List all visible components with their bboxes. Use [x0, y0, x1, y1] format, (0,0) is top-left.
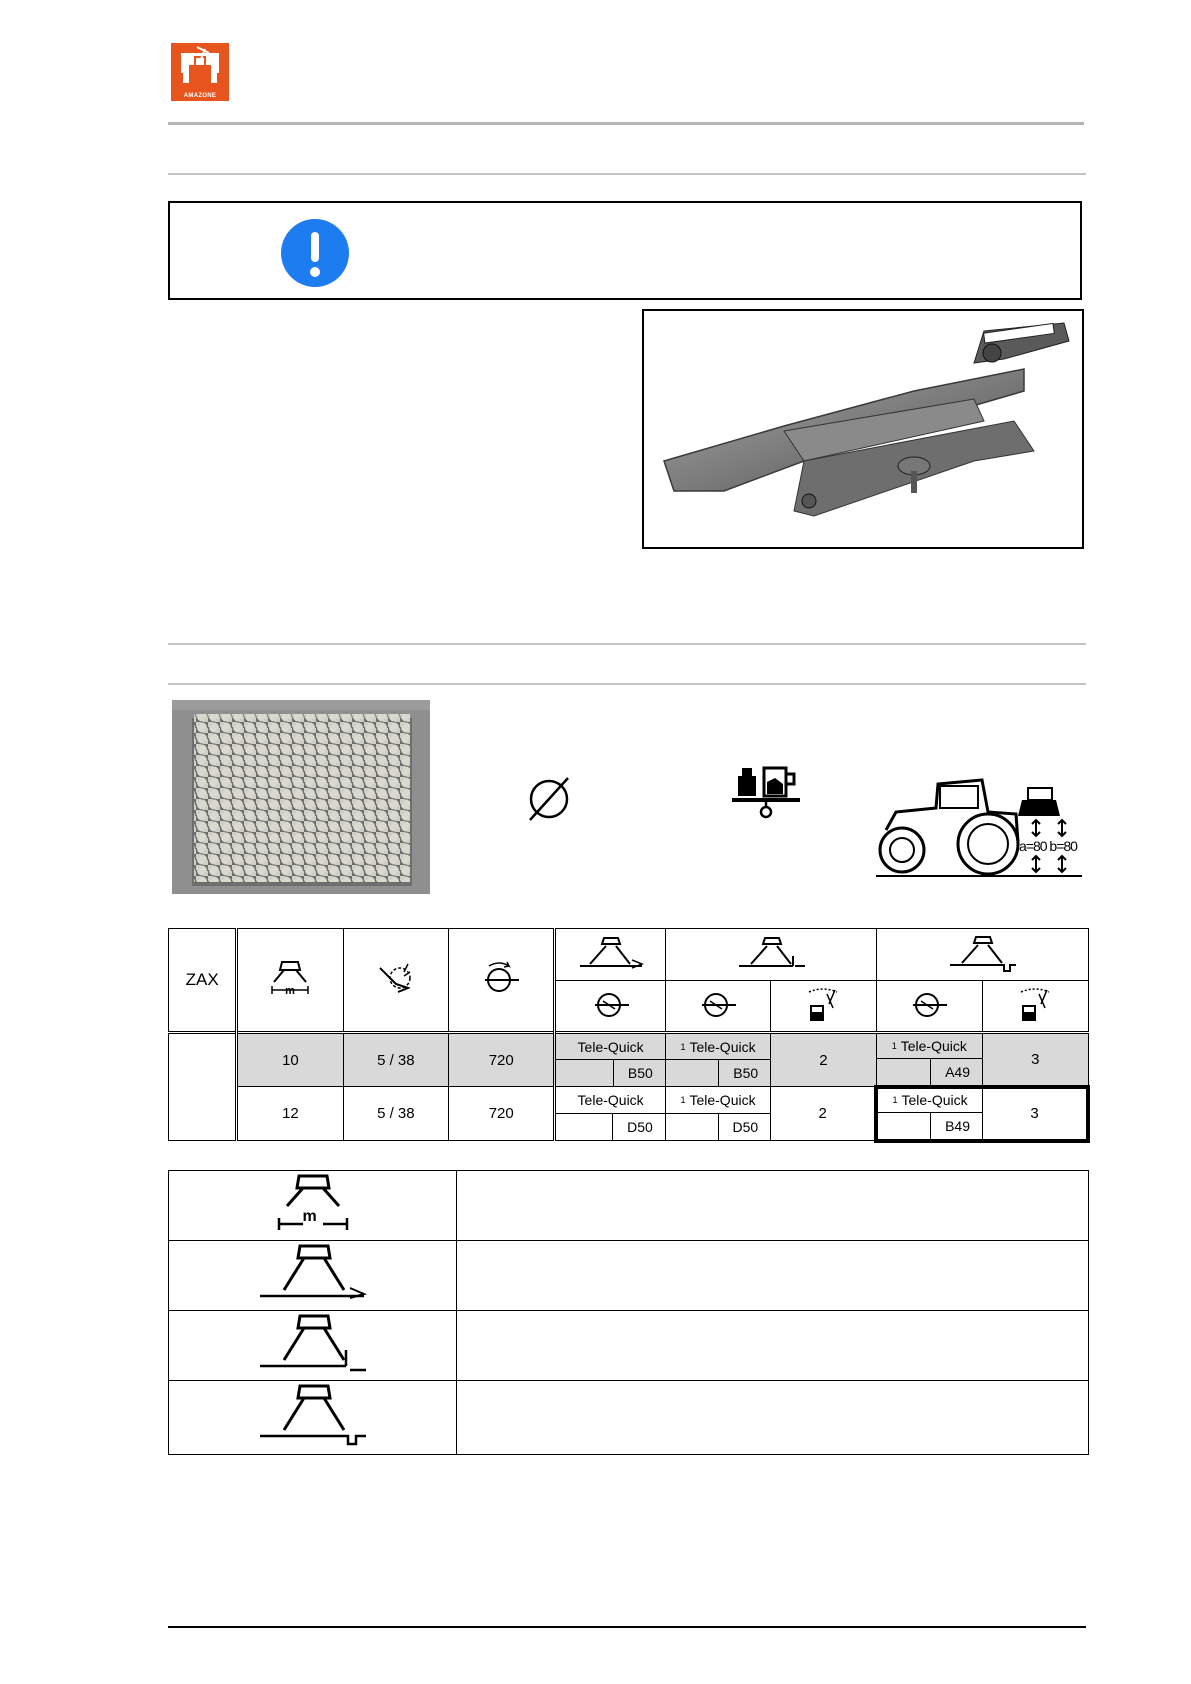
- section-rule-mid-2: [168, 683, 1086, 685]
- legend-row: [169, 1381, 1089, 1455]
- setting-table: [168, 928, 1090, 1143]
- legend-row: [169, 1171, 1089, 1241]
- product-photo: [642, 309, 1084, 549]
- calibration-icon: [771, 981, 876, 1033]
- logo-text: AMAZONE: [183, 93, 217, 99]
- border-spreading-icon: [169, 1311, 457, 1381]
- border-value-cell: 2: [771, 1087, 876, 1141]
- table-row: [169, 1087, 1089, 1141]
- normal-top: Tele-Quick: [577, 1092, 644, 1108]
- working-width-icon: [237, 929, 343, 1033]
- tele-quick-part-icon: [644, 311, 1084, 549]
- legend-width-unit: m: [302, 1208, 317, 1225]
- section-rule-mid-1: [168, 643, 1086, 645]
- ditch-bottom: B49: [930, 1113, 970, 1139]
- ditch-value-cell: 3: [983, 1087, 1089, 1141]
- table-row: [169, 1033, 1089, 1087]
- ditch-index: 1: [891, 1040, 897, 1051]
- granules-icon: [172, 700, 430, 894]
- normal-spreading-icon: [555, 929, 665, 981]
- row-group-label: [169, 1033, 237, 1141]
- height-label: a=80 b=80: [1019, 838, 1077, 854]
- logo-figure-icon: [171, 43, 229, 91]
- footer-rule: [168, 1626, 1086, 1628]
- normal-setting-cell: [555, 1087, 665, 1141]
- ditch-index: 1: [892, 1095, 898, 1105]
- rate-setting-icon: [876, 981, 982, 1033]
- normal-spreading-icon: [169, 1241, 457, 1311]
- fertilizer-granules-photo: [172, 700, 430, 894]
- border-spreading-icon: [665, 929, 876, 981]
- notice-box: [168, 201, 1082, 300]
- rate-setting-icon: [555, 981, 665, 1033]
- ditch-spreading-icon: [169, 1381, 457, 1455]
- rate-setting-icon: [665, 981, 770, 1033]
- legend-description: [457, 1171, 1089, 1241]
- border-bottom: B50: [718, 1060, 758, 1086]
- legend-row: [169, 1311, 1089, 1381]
- calibration-icon: [983, 981, 1089, 1033]
- border-top: Tele-Quick: [689, 1038, 756, 1055]
- border-top: Tele-Quick: [689, 1092, 756, 1108]
- legend-description: [457, 1381, 1089, 1455]
- normal-top: Tele-Quick: [577, 1038, 644, 1055]
- legend-description: [457, 1311, 1089, 1381]
- ditch-bottom: A49: [930, 1059, 970, 1085]
- pto-speed-icon: [449, 929, 555, 1033]
- border-value-cell: 2: [771, 1033, 876, 1087]
- ditch-spreading-icon: [876, 929, 1088, 981]
- ditch-setting-cell: [876, 1033, 982, 1087]
- ditch-top: Tele-Quick: [901, 1092, 968, 1108]
- symbol-legend-table: [168, 1170, 1089, 1455]
- speed-cell: 720: [449, 1033, 555, 1087]
- speed-cell: 720: [449, 1087, 555, 1141]
- legend-row: [169, 1241, 1089, 1311]
- normal-bottom: D50: [612, 1114, 653, 1140]
- header-rule: [168, 122, 1084, 125]
- svg-text:m: m: [285, 985, 296, 997]
- ditch-top: Tele-Quick: [900, 1037, 967, 1054]
- table-corner-label: ZAX: [169, 929, 237, 1033]
- width-cell: 12: [237, 1087, 343, 1141]
- vanes-cell: 5 / 38: [343, 1087, 448, 1141]
- tractor-spreader-height-icon: [876, 772, 1082, 887]
- working-width-icon: [169, 1171, 457, 1241]
- section-rule-top: [168, 173, 1086, 175]
- border-setting-cell: [665, 1033, 770, 1087]
- border-index: 1: [680, 1095, 686, 1105]
- normal-bottom: B50: [613, 1060, 653, 1086]
- exclamation-circle-icon: [281, 219, 349, 287]
- diameter-icon: [526, 776, 572, 827]
- border-index: 1: [680, 1041, 686, 1052]
- border-bottom: D50: [718, 1114, 759, 1140]
- normal-setting-cell: [555, 1033, 665, 1087]
- amazone-logo: [171, 43, 229, 101]
- vanes-cell: 5 / 38: [343, 1033, 448, 1087]
- spread-vanes-icon: [343, 929, 448, 1033]
- legend-description: [457, 1241, 1089, 1311]
- ditch-value-cell: 3: [983, 1033, 1089, 1087]
- ditch-setting-cell: [876, 1087, 982, 1141]
- border-setting-cell: [665, 1087, 770, 1141]
- width-cell: 10: [237, 1033, 343, 1087]
- weight-bulk-density-icon: [730, 760, 802, 825]
